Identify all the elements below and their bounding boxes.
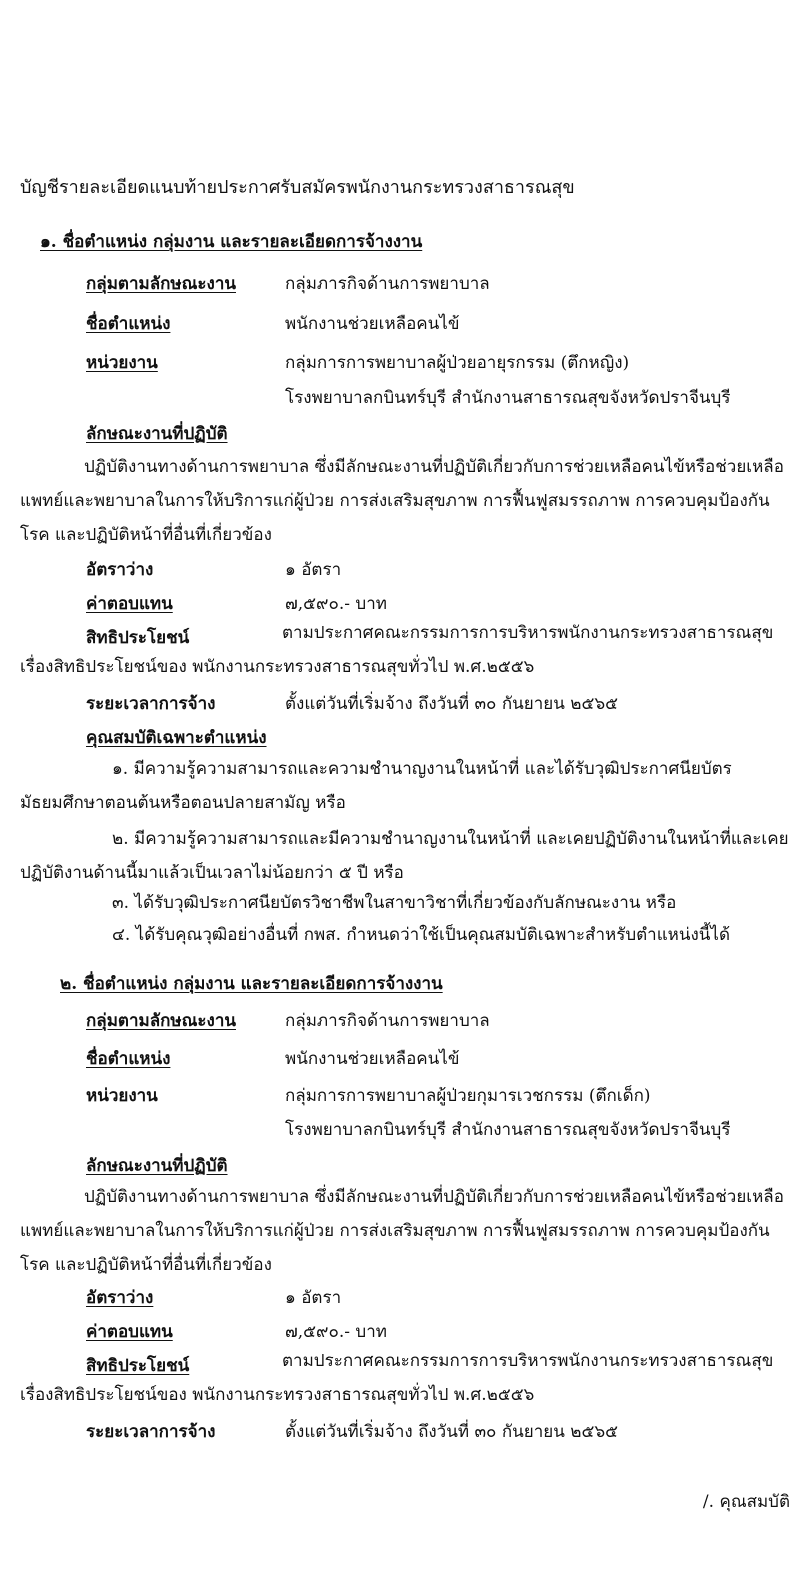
section-2-group-value: กลุ่มภารกิจด้านการพยาบาล [285, 1011, 490, 1031]
document-title: บัญชีรายละเอียดแนบท้ายประกาศรับสมัครพนักงานกระทรวงสาธารณสุข [20, 177, 575, 198]
section-2-group-label: กลุ่มตามลักษณะงาน [86, 1011, 236, 1031]
section-1-salary-value: ๗,๕๙๐.- บาท [285, 594, 387, 614]
section-1-qualification-3: ๓. ได้รับวุฒิประกาศนียบัตรวิชาชีพในสาขาวิชาที่เกี่ยวข้องกับลักษณะงาน หรือ [112, 893, 677, 913]
section-1-qualification-1: ๑. มีความรู้ความสามารถและความชำนาญงานในหน้าที่ และได้รับวุฒิประกาศนียบัตรมัธยมศึกษาตอนต้นหรือตอนปลายสามัญ หรือ [20, 759, 732, 813]
section-2-position-value: พนักงานช่วยเหลือคนไข้ [285, 1049, 460, 1069]
section-1-unit-line1: กลุ่มการการพยาบาลผู้ป่วยอายุรกรรม (ตึกหญิง) [285, 353, 630, 373]
section-1-duty-label: ลักษณะงานที่ปฏิบัติ [86, 424, 228, 444]
section-1-salary-label: ค่าตอบแทน [86, 594, 173, 614]
section-2-period-value: ตั้งแต่วันที่เริ่มจ้าง ถึงวันที่ ๓๐ กันยายน ๒๕๖๕ [285, 1422, 618, 1442]
section-1-group-value: กลุ่มภารกิจด้านการพยาบาล [285, 274, 490, 294]
section-1-qualification-4: ๔. ได้รับคุณวุฒิอย่างอื่นที่ กพส. กำหนดว่าใช้เป็นคุณสมบัติเฉพาะสำหรับตำแหน่งนี้ได้ [112, 925, 730, 945]
section-2-vacancy-value: ๑ อัตรา [285, 1288, 342, 1308]
continuation-note: /. คุณสมบัติ [702, 1492, 790, 1512]
section-1-duty-text: ปฏิบัติงานทางด้านการพยาบาล ซึ่งมีลักษณะงานที่ปฏิบัติเกี่ยวกับการช่วยเหลือคนไข้หรือช่วยเหลือแพทย์และพยาบาลในการให้บริการแก่ผู้ป่วย การส่งเสริมสุขภาพ การฟื้นฟูสมรรถภาพ การควบคุมป้องกันโรค และปฏิบัติหน้าที่อื่นที่เกี่ยวข้อง [20, 457, 784, 545]
section-1-heading: ๑. ชื่อตำแหน่ง กลุ่มงาน และรายละเอียดการจ้างงาน [40, 232, 423, 252]
section-1-group-label: กลุ่มตามลักษณะงาน [86, 274, 236, 294]
section-2-unit-line2: โรงพยาบาลกบินทร์บุรี สำนักงานสาธารณสุขจังหวัดปราจีนบุรี [285, 1120, 731, 1140]
section-1-position-value: พนักงานช่วยเหลือคนไข้ [285, 314, 460, 334]
section-2-duty-text: ปฏิบัติงานทางด้านการพยาบาล ซึ่งมีลักษณะงานที่ปฏิบัติเกี่ยวกับการช่วยเหลือคนไข้หรือช่วยเหลือแพทย์และพยาบาลในการให้บริการแก่ผู้ป่วย การส่งเสริมสุขภาพ การฟื้นฟูสมรรถภาพ การควบคุมป้องกันโรค และปฏิบัติหน้าที่อื่นที่เกี่ยวข้อง [20, 1187, 784, 1275]
section-2-unit-line1: กลุ่มการการพยาบาลผู้ป่วยกุมารเวชกรรม (ตึกเด็ก) [285, 1086, 651, 1106]
section-1-position-label: ชื่อตำแหน่ง [86, 314, 171, 334]
section-1-qualification-2: ๒. มีความรู้ความสามารถและมีความชำนาญงานในหน้าที่ และเคยปฏิบัติงานในหน้าที่และเคยปฏิบัติงานด้านนี้มาแล้วเป็นเวลาไม่น้อยกว่า ๕ ปี หรือ [20, 829, 789, 883]
section-2-benefit-text: ตามประกาศคณะกรรมการการบริหารพนักงานกระทรวงสาธารณสุข เรื่องสิทธิประโยชน์ของ พนักงานกระทรวงสาธารณสุขทั่วไป พ.ศ.๒๕๕๖ [20, 1351, 774, 1405]
section-1-period-value: ตั้งแต่วันที่เริ่มจ้าง ถึงวันที่ ๓๐ กันยายน ๒๕๖๕ [285, 694, 618, 714]
section-2-position-label: ชื่อตำแหน่ง [86, 1049, 171, 1069]
section-1-qual-label: คุณสมบัติเฉพาะตำแหน่ง [86, 728, 267, 748]
section-1-benefit-text: ตามประกาศคณะกรรมการการบริหารพนักงานกระทรวงสาธารณสุข เรื่องสิทธิประโยชน์ของ พนักงานกระทรวงสาธารณสุขทั่วไป พ.ศ.๒๕๕๖ [20, 623, 774, 677]
section-2-heading: ๒. ชื่อตำแหน่ง กลุ่มงาน และรายละเอียดการจ้างงาน [60, 974, 443, 994]
section-1-benefit-label: สิทธิประโยชน์ [86, 628, 190, 648]
section-2-duty-label: ลักษณะงานที่ปฏิบัติ [86, 1156, 228, 1176]
section-2-period-label: ระยะเวลาการจ้าง [86, 1422, 216, 1442]
section-1-unit-line2: โรงพยาบาลกบินทร์บุรี สำนักงานสาธารณสุขจังหวัดปราจีนบุรี [285, 388, 731, 408]
section-2-vacancy-label: อัตราว่าง [86, 1288, 154, 1308]
section-1-unit-label: หน่วยงาน [86, 353, 158, 373]
section-2-unit-label: หน่วยงาน [86, 1086, 158, 1106]
section-1-vacancy-value: ๑ อัตรา [285, 560, 342, 580]
section-1-vacancy-label: อัตราว่าง [86, 560, 154, 580]
section-1-period-label: ระยะเวลาการจ้าง [86, 694, 216, 714]
section-2-salary-value: ๗,๕๙๐.- บาท [285, 1322, 387, 1342]
section-2-benefit-label: สิทธิประโยชน์ [86, 1356, 190, 1376]
section-2-salary-label: ค่าตอบแทน [86, 1322, 173, 1342]
